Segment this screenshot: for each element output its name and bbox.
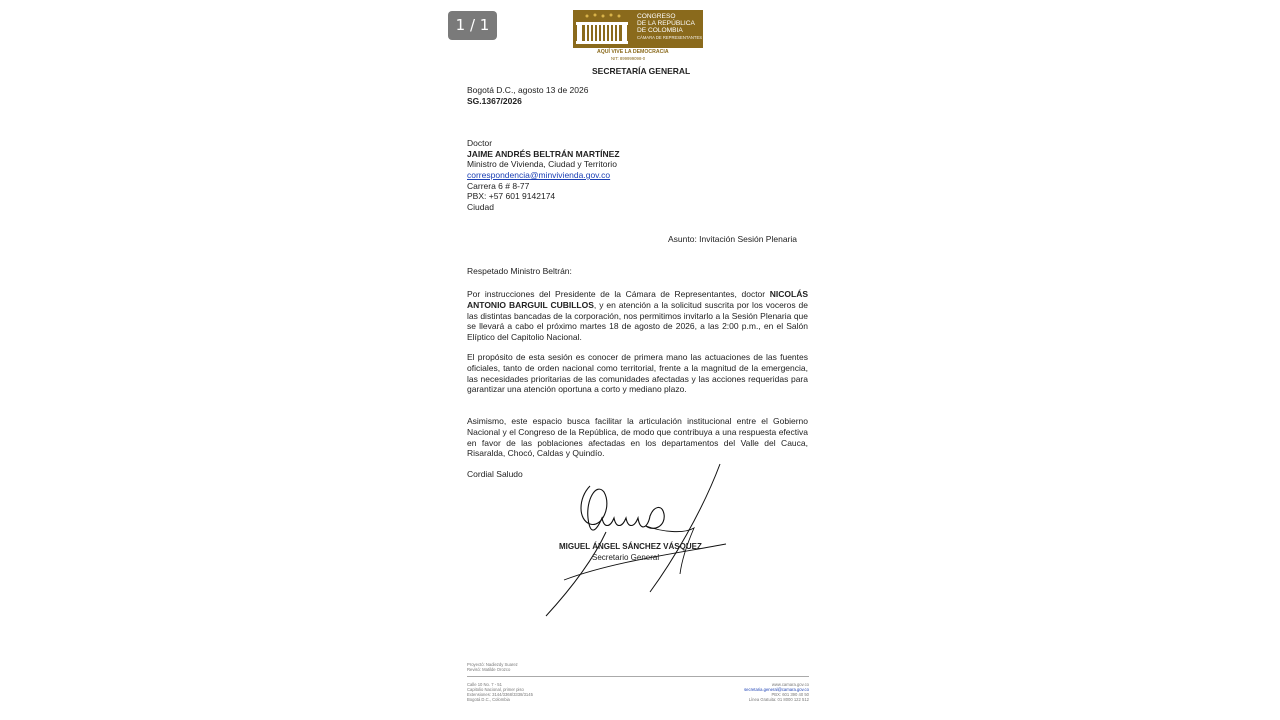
- footer-reviewed: Revisó: Matilde Orozco: [467, 667, 511, 672]
- footer-line: Bogotá D.C., Colombia: [467, 697, 510, 702]
- body-paragraph-1: [467, 289, 808, 343]
- logo-line-3: DE COLOMBIA: [637, 27, 683, 35]
- recipient-email-link[interactable]: correspondencia@minvivienda.gov.co: [467, 170, 611, 180]
- recipient-position: Ministro de Vivienda, Ciudad y Territorio: [467, 159, 617, 169]
- recipient-city: Ciudad: [467, 202, 494, 212]
- signer-title: Secretario General: [592, 553, 660, 562]
- letter-salutation: Respetado Ministro Beltrán:: [467, 266, 572, 276]
- p1-rest: , y en atención a la solicitud suscrita por los voceros de las distintas bancadas de la corporación, nos permitimos invitarlo a la Sesión Plenaria que se llevará a cabo el próximo martes 18 de agosto de 2026, a las 2:00 p.m., en el Salón Elíptico del Capitolio Nacional.: [467, 299, 808, 343]
- p1-intro: Por instrucciones del Presidente de la Cámara de Representantes, doctor: [467, 289, 766, 299]
- logo-nit: NIT: 899999098-0: [611, 56, 646, 61]
- footer-line: Calle 10 No. 7 - 51: [467, 682, 502, 687]
- footer-projected: Proyectó: Nadiezdy Suarez: [467, 662, 518, 667]
- footer-contact: [744, 682, 809, 702]
- department-heading: SECRETARÍA GENERAL: [592, 66, 691, 76]
- logo-wordmark: [637, 13, 702, 40]
- footer-toll-free: Línea Gratuita: 01 8000 122 512: [748, 697, 809, 702]
- letter-document: [462, 0, 812, 720]
- footer-email-link[interactable]: secretaria.general@camara.gov.co: [744, 687, 809, 692]
- capitol-building-icon: [573, 10, 635, 48]
- logo-line-1: CONGRESO: [637, 13, 676, 20]
- footer-line: Extensiones: 3144/3368/3338/3145: [467, 692, 533, 697]
- letter-subject: Asunto: Invitación Sesión Plenaria: [668, 234, 797, 244]
- logo-box: [573, 10, 703, 48]
- footer-pbx: PBX: 601 390 40 50: [771, 692, 809, 697]
- letterhead-logo: [573, 10, 703, 62]
- letter-closing: Cordial Saludo: [467, 469, 523, 479]
- footer-address: [467, 682, 533, 702]
- letter-reference: SG.1367/2026: [467, 96, 522, 106]
- recipient-title: Doctor: [467, 138, 493, 148]
- logo-motto: AQUÍ VIVE LA DEMOCRACIA: [597, 49, 669, 55]
- recipient-address: Carrera 6 # 8-77: [467, 181, 530, 191]
- body-paragraph-3: Asimismo, este espacio busca facilitar la articulación institucional entre el Gobierno Nacional y el Congreso de la República, de modo que contribuya a una respuesta efectiva en favor de las poblaciones afectadas en los departamentos del Valle del Cauca, Risaralda, Chocó, Caldas y Quindío.: [467, 416, 808, 459]
- logo-line-4: CÁMARA DE REPRESENTANTES: [637, 34, 703, 40]
- president-name: NICOLÁS ANTONIO BARGUIL CUBILLOS: [467, 289, 808, 310]
- body-paragraph-2: El propósito de esta sesión es conocer de primera mano las actuaciones de las fuentes oficiales, tanto de orden nacional como territorial, frente a la magnitud de la emergencia, las necesidades prioritarias de las comunidades afectadas y las acciones requeridas para garantizar una atención oportuna a corto y mediano plazo.: [467, 352, 808, 395]
- recipient-phone: PBX: +57 601 9142174: [467, 191, 556, 201]
- footer-web: www.camara.gov.co: [771, 682, 809, 687]
- footer-line: Capitolio Nacional, primer piso: [467, 687, 524, 692]
- letter-date: Bogotá D.C., agosto 13 de 2026: [467, 85, 589, 95]
- recipient-email: [467, 170, 610, 181]
- page-indicator[interactable]: 1 / 1: [448, 11, 497, 40]
- recipient-name: JAIME ANDRÉS BELTRÁN MARTÍNEZ: [467, 149, 620, 159]
- footer-divider: [467, 676, 809, 677]
- logo-line-2: DE LA REPÚBLICA: [637, 20, 695, 28]
- signer-name: MIGUEL ÁNGEL SÁNCHEZ VÁSQUEZ: [559, 542, 702, 551]
